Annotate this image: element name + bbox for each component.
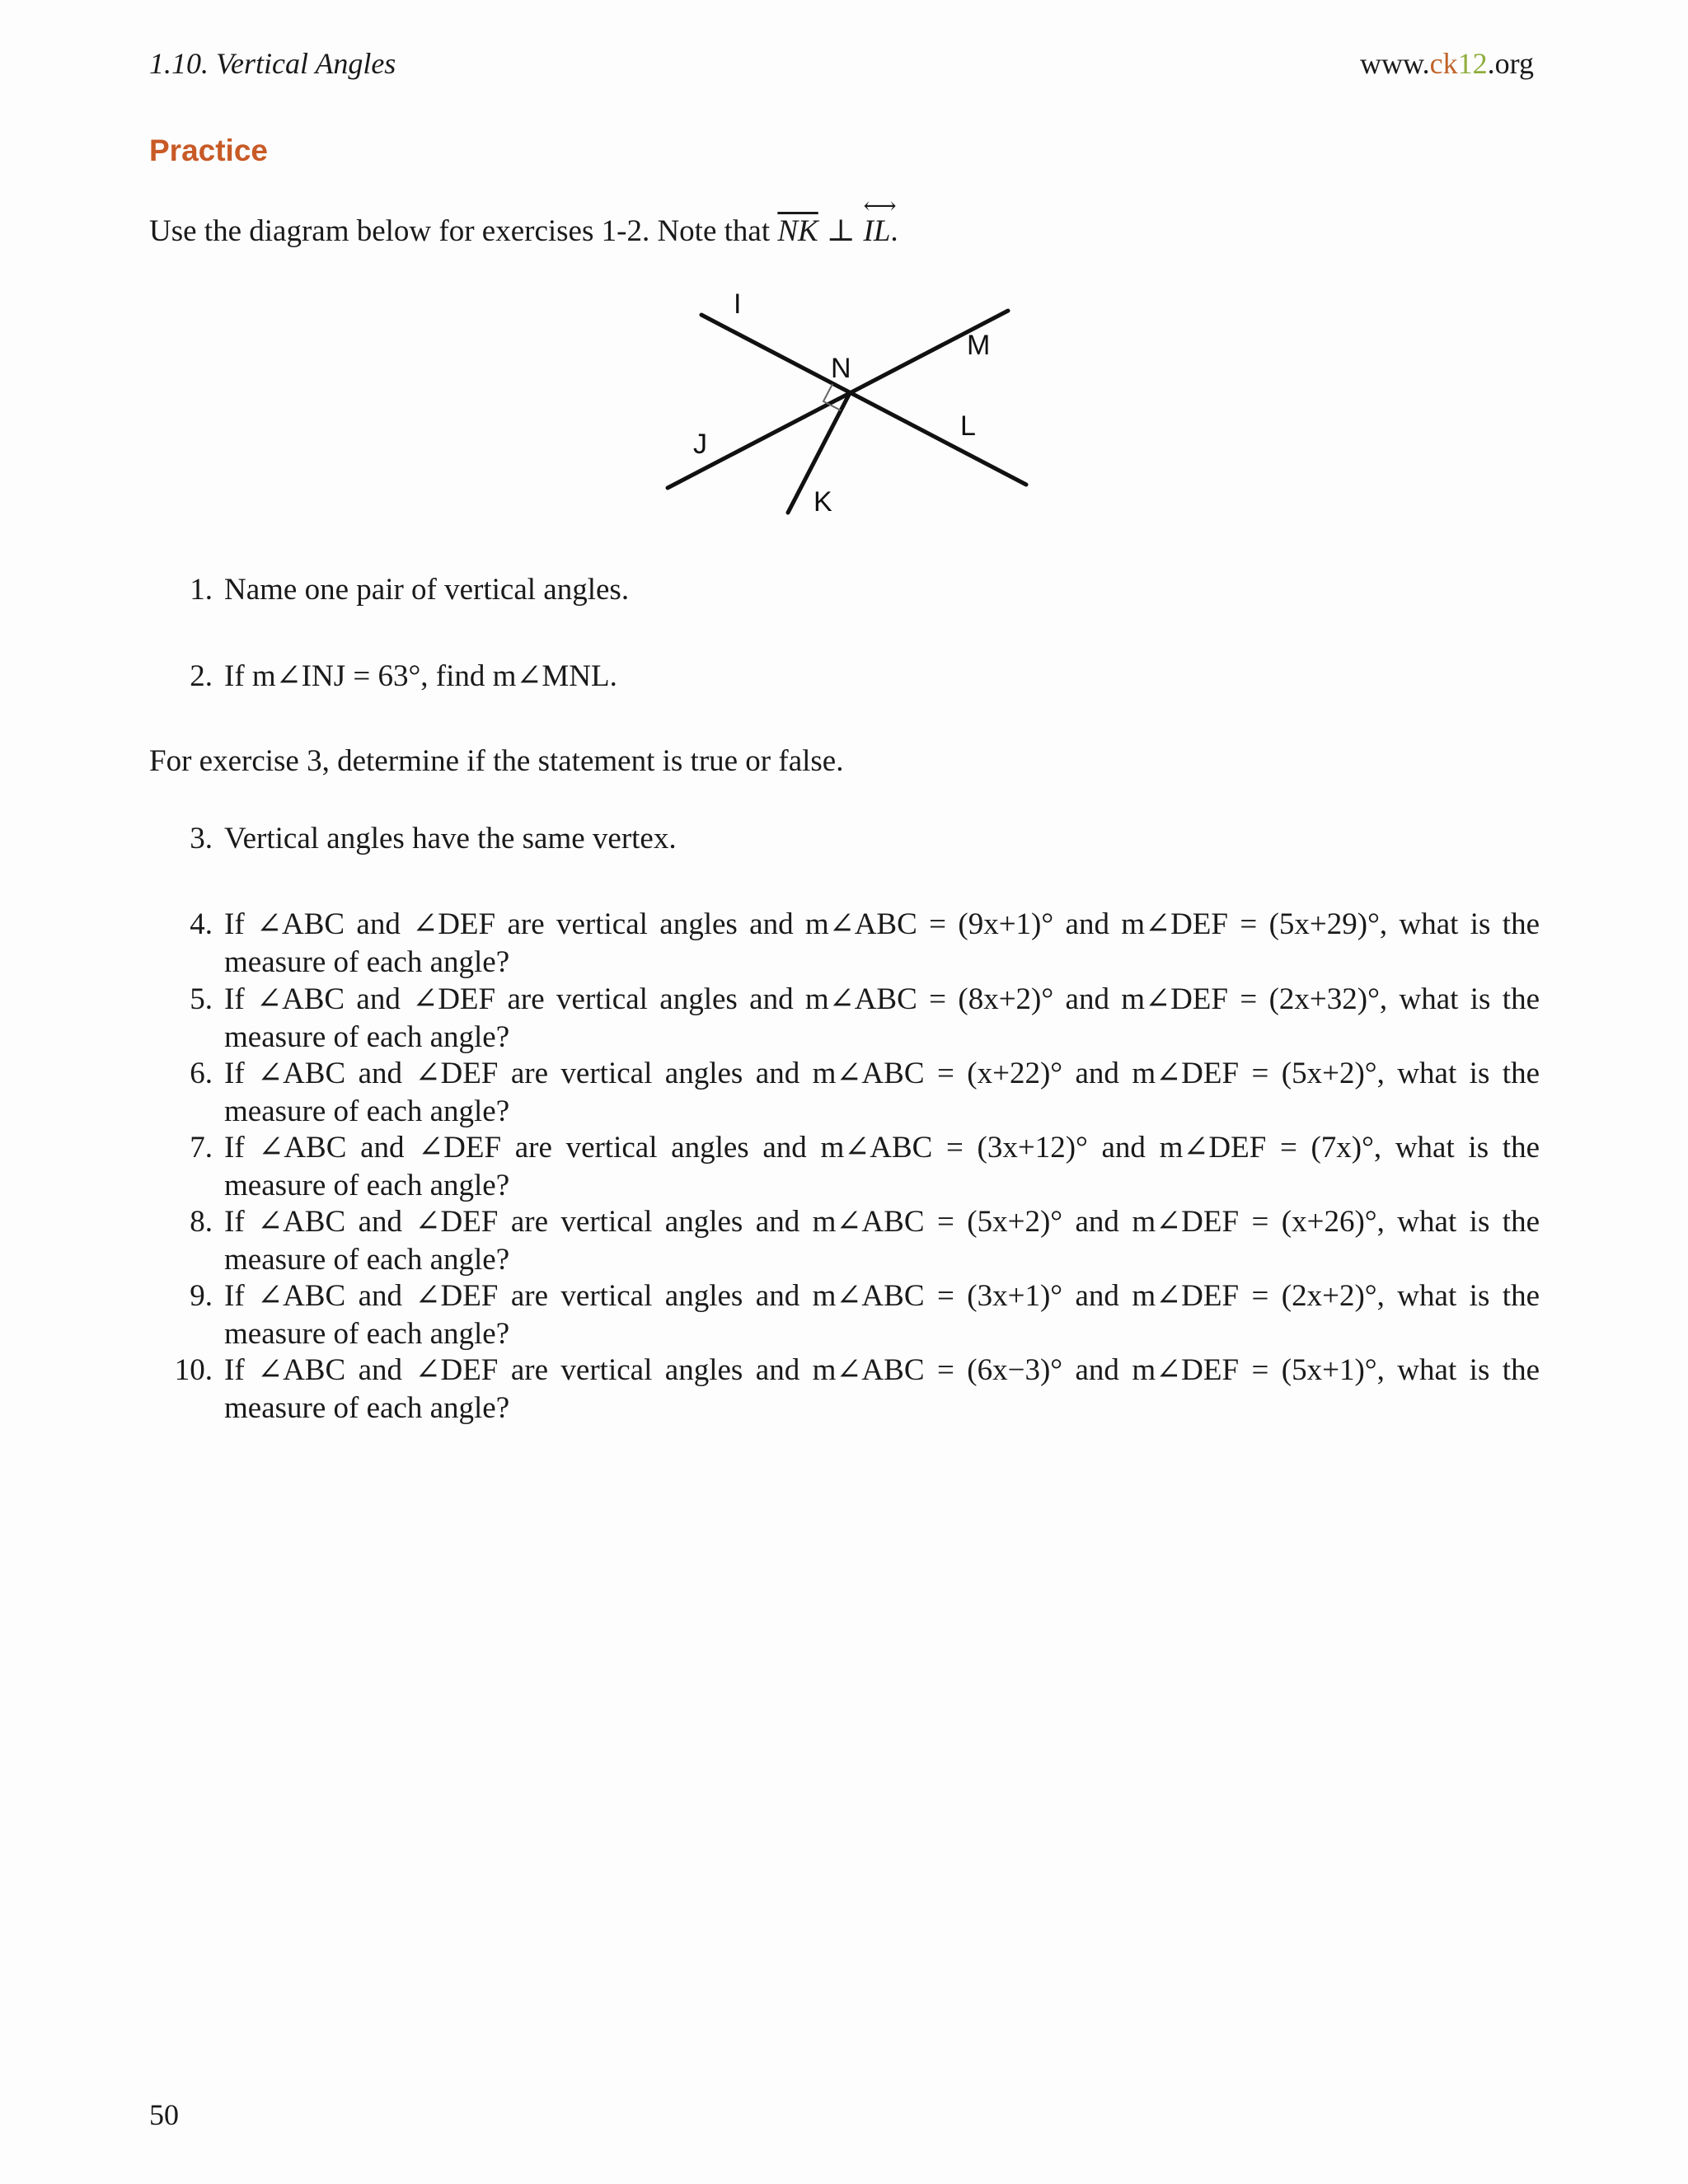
section-title: Practice	[149, 134, 268, 167]
label-m: M	[967, 330, 991, 361]
exercise-text: If ∠ABC and ∠DEF are vertical angles and m∠ABC = (3x+12)° and m∠DEF = (7x)°, what is the measure of each angle?	[224, 1131, 1540, 1202]
exercise-text: If m∠INJ = 63°, find m∠MNL.	[224, 659, 617, 693]
exercise-number: 10.	[174, 1353, 213, 1387]
exercise-number: 5.	[190, 982, 213, 1016]
intro-text	[149, 194, 898, 249]
running-header-site	[1360, 46, 1534, 81]
exercise-number: 4.	[190, 907, 213, 941]
exercise-text: If ∠ABC and ∠DEF are vertical angles and m∠ABC = (8x+2)° and m∠DEF = (2x+32)°, what is the measure of each angle?	[224, 982, 1540, 1054]
label-i: I	[734, 288, 742, 320]
exercise-text: If ∠ABC and ∠DEF are vertical angles and m∠ABC = (3x+1)° and m∠DEF = (2x+2)°, what is the measure of each angle?	[224, 1279, 1540, 1351]
site-brand-12: 12	[1457, 47, 1488, 80]
vertical-angles-diagram	[651, 288, 1047, 527]
exercise-text: If ∠ABC and ∠DEF are vertical angles and m∠ABC = (9x+1)° and m∠DEF = (5x+29)°, what is the measure of each angle?	[224, 907, 1540, 979]
page-number: 50	[149, 2098, 179, 2131]
exercise-text: If ∠ABC and ∠DEF are vertical angles and m∠ABC = (5x+2)° and m∠DEF = (x+26)°, what is the measure of each angle?	[224, 1205, 1540, 1277]
intro-lead: Use the diagram below for exercises 1-2. Note that	[149, 214, 771, 248]
running-header-section: 1.10. Vertical Angles	[149, 47, 396, 80]
intro-end: .	[890, 214, 898, 248]
segment-nk: $\overline{NK}$	[777, 214, 818, 248]
exercise-text: If ∠ABC and ∠DEF are vertical angles and m∠ABC = (x+22)° and m∠DEF = (5x+2)°, what is the measure of each angle?	[224, 1057, 1540, 1128]
exercise-number: 3.	[190, 822, 213, 855]
site-prefix: www.	[1360, 47, 1430, 80]
exercise-number: 8.	[190, 1205, 213, 1239]
instruction-exercise-3: For exercise 3, determine if the statement is true or false.	[149, 744, 844, 778]
perpendicular-symbol: ⊥	[826, 214, 856, 248]
label-l: L	[960, 410, 976, 442]
label-j: J	[693, 429, 707, 460]
exercise-number: 6.	[190, 1057, 213, 1090]
label-n: N	[831, 353, 851, 384]
line-arrow-icon: ⟷	[863, 194, 897, 219]
site-brand-ck: ck	[1429, 47, 1458, 80]
line-il	[863, 194, 897, 249]
exercise-text: If ∠ABC and ∠DEF are vertical angles and m∠ABC = (6x−3)° and m∠DEF = (5x+1)°, what is the measure of each angle?	[224, 1353, 1540, 1425]
exercise-number: 9.	[190, 1279, 213, 1313]
site-suffix: .org	[1487, 47, 1534, 80]
exercise-text: Vertical angles have the same vertex.	[224, 822, 677, 855]
label-k: K	[814, 486, 832, 518]
line-jm-stroke	[668, 311, 1008, 488]
line-il-label: IL	[863, 214, 891, 248]
exercise-number: 2.	[190, 659, 213, 693]
exercise-number: 7.	[190, 1131, 213, 1165]
exercise-number: 1.	[190, 573, 213, 607]
exercise-text: Name one pair of vertical angles.	[224, 573, 630, 607]
